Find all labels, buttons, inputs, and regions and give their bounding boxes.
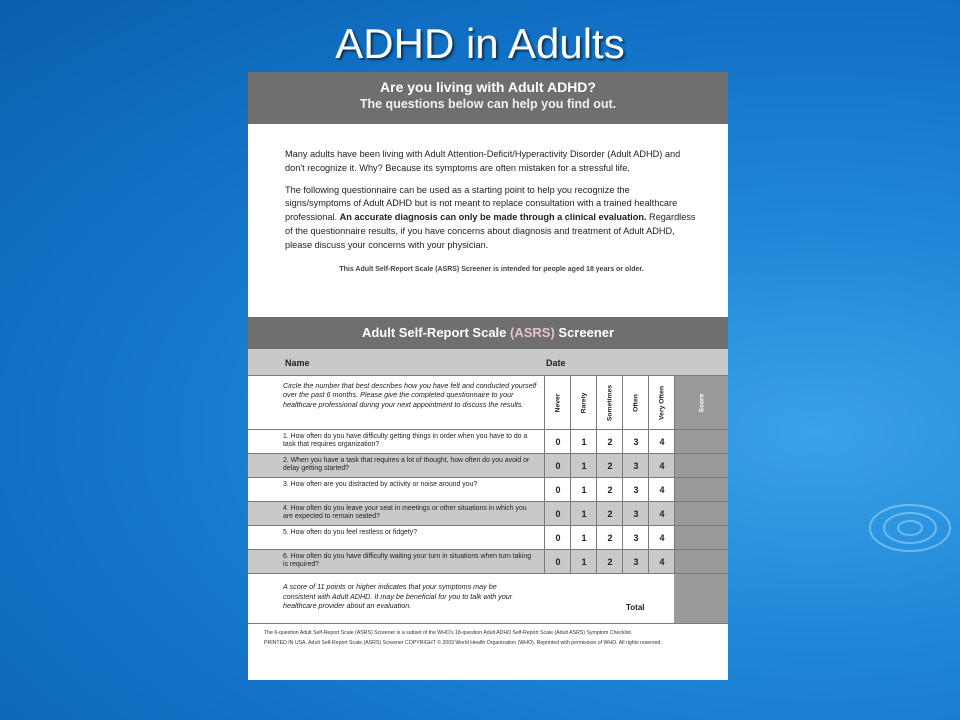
col-label: Never [554,393,561,412]
frequency-headers [544,376,728,429]
col-label: Very Often [658,385,665,420]
answer-option[interactable]: 0 [555,461,561,471]
answer-option[interactable]: 4 [659,557,665,567]
document-heading: Are you living with Adult ADHD? [380,79,596,95]
answer-option[interactable]: 4 [659,485,665,495]
asrs-title-a: Adult Self-Report Scale [361,325,511,340]
answer-cells [544,430,728,453]
score-cell[interactable] [674,550,728,573]
answer-cells [544,454,728,477]
answer-option[interactable]: 0 [555,437,561,447]
question-text: 6. How often do you have difficulty waiting your turn in situations when turn taking is required? [283,553,532,569]
footnotes [264,630,714,650]
question-text: 1. How often do you have difficulty getting things in order when you have to do a task that requires organization? [283,433,528,449]
score-cell[interactable] [674,502,728,525]
answer-option[interactable]: 3 [633,533,639,543]
question-text: 4. How often do you leave your seat in meetings or other situations in which you are expected to remain seated? [283,505,527,521]
answer-cells [544,526,728,549]
col-rarely [570,376,596,429]
col-often [622,376,648,429]
score-cell[interactable] [674,430,728,453]
answer-cells [544,502,728,525]
slide-title: ADHD in Adults [335,20,625,67]
answer-cells [544,478,728,501]
answer-option[interactable]: 4 [659,533,665,543]
answer-option[interactable]: 0 [555,485,561,495]
answer-option[interactable]: 0 [555,557,561,567]
answer-option[interactable]: 2 [607,437,613,447]
col-label: Score [698,393,705,412]
col-sometimes [596,376,622,429]
col-never [544,376,570,429]
col-label: Often [632,393,639,412]
answer-option[interactable]: 2 [607,533,613,543]
answer-option[interactable]: 1 [581,557,587,567]
screener-table [248,349,728,624]
total-row [248,574,728,624]
answer-option[interactable]: 2 [607,485,613,495]
document-subheading: The questions below can help you find out. [359,97,617,111]
age-note: This Adult Self-Report Scale (ASRS) Screener is intended for people aged 18 years or older. [339,265,644,273]
question-row [248,430,728,454]
score-cell[interactable] [674,478,728,501]
total-label: Total [626,603,645,612]
answer-option[interactable]: 1 [581,509,587,519]
answer-option[interactable]: 3 [633,437,639,447]
answer-option[interactable]: 0 [555,533,561,543]
scoring-note: A score of 11 points or higher indicates that your symptoms may be consistent with Adult ADHD. It may be beneficial for you to talk with your healthcare provider about an evaluation. [283,582,513,611]
asrs-title-bar [248,317,728,349]
answer-option[interactable]: 2 [607,461,613,471]
asrs-title-highlight: (ASRS) [510,325,555,340]
answer-option[interactable]: 3 [633,461,639,471]
question-text: 2. When you have a task that requires a lot of thought, how often do you avoid or delay getting started? [283,457,530,473]
answer-option[interactable]: 4 [659,509,665,519]
answer-option[interactable]: 3 [633,557,639,567]
ripple-decoration [860,490,960,580]
col-score [674,376,728,429]
answer-option[interactable]: 0 [555,509,561,519]
answer-option[interactable]: 1 [581,461,587,471]
score-cell[interactable] [674,454,728,477]
instructions-text: Circle the number that best describes how you have felt and conducted yourself over the past 6 months. Please give the completed questionnaire to your healthcare professional during your next appointment to discuss the results. [283,381,537,409]
date-label: Date [546,358,566,368]
answer-option[interactable]: 1 [581,437,587,447]
score-cell[interactable] [674,526,728,549]
col-very-often [648,376,674,429]
intro-section [248,124,728,276]
name-date-row [248,349,728,376]
question-row [248,502,728,526]
intro-paragraph-2 [285,184,698,253]
answer-option[interactable]: 3 [633,509,639,519]
intro-text-bold: An accurate diagnosis can only be made through a clinical evaluation. [339,212,647,223]
name-label: Name [285,358,310,368]
total-score-cell[interactable] [674,574,728,623]
intro-text-a: The following questionnaire can be used as a starting point to help you recognize the signs/symptoms of Adult ADHD but is not meant to replace consultation with a trained healthcare professional. [285,184,678,223]
instructions-row [248,376,728,430]
footnote-2: PRINTED IN USA. Adult Self-Report Scale (ASRS) Screener COPYRIGHT © 2003 World Health Organization (WHO). Reprinted with permission of WHO. All rights reserved. [264,640,662,646]
answer-option[interactable]: 4 [659,437,665,447]
question-text: 3. How often are you distracted by activity or noise around you? [283,481,478,488]
answer-option[interactable]: 4 [659,461,665,471]
answer-cells [544,550,728,573]
document-header [248,72,728,124]
answer-option[interactable]: 1 [581,533,587,543]
col-label: Sometimes [606,384,613,421]
question-text: 5. How often do you feel restless or fidgety? [283,529,418,536]
intro-text-b: Regardless of the questionnaire results, if you have concerns about diagnosis and treatment of Adult ADHD, please discuss your concerns with your physician. [285,212,696,250]
question-row [248,550,728,574]
asrs-document [248,72,728,680]
question-row [248,478,728,502]
answer-option[interactable]: 1 [581,485,587,495]
asrs-title-b: Screener [554,325,615,340]
intro-paragraph-1: Many adults have been living with Adult Attention-Deficit/Hyperactivity Disorder (Adult ADHD) and don't recognize it. Why? Because its symptoms are often mistaken for a stressful life. [285,149,681,173]
question-row [248,526,728,550]
answer-option[interactable]: 2 [607,509,613,519]
col-label: Rarely [580,392,587,413]
question-row [248,454,728,478]
footnote-1: The 6-question Adult Self-Report Scale (ASRS) Screener is a subset of the WHO's 18-question Adult ADHD Self-Report Scale (Adult ASRS) Symptom Checklist. [264,630,633,636]
answer-option[interactable]: 3 [633,485,639,495]
answer-option[interactable]: 2 [607,557,613,567]
